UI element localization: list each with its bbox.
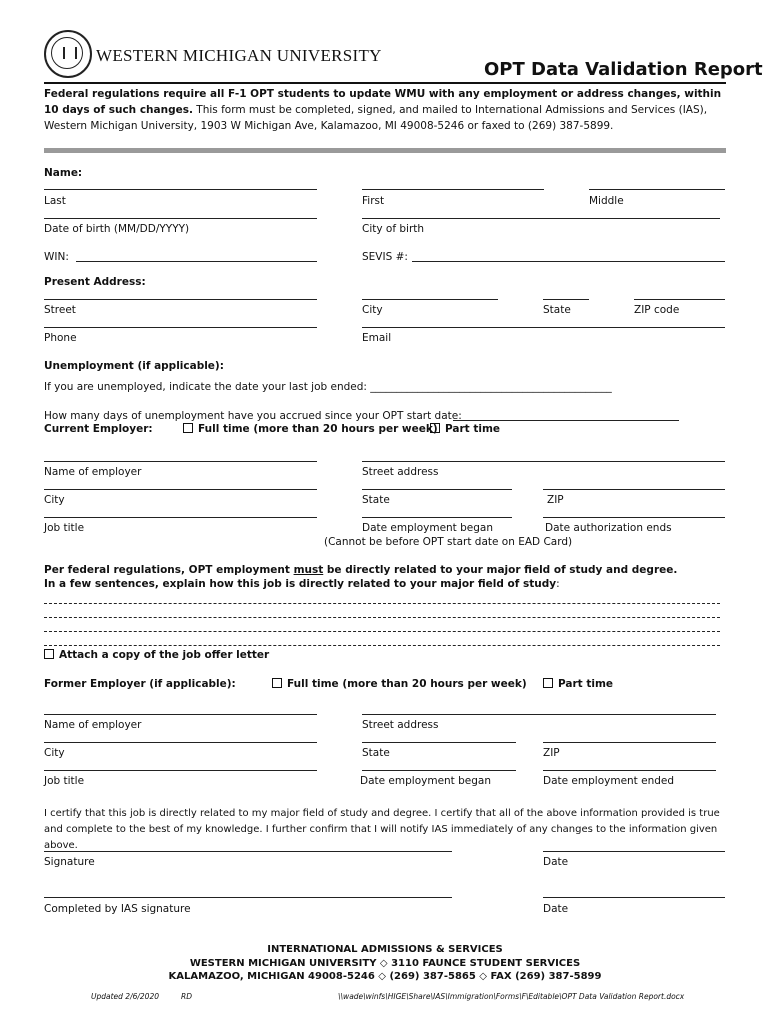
relation-line2-text: In a few sentences, explain how this job is directly related to your major field of study bbox=[44, 578, 557, 590]
checkbox-icon[interactable] bbox=[183, 423, 193, 433]
updated-date: Updated 2/6/2020 bbox=[91, 992, 159, 1001]
signature-date-field[interactable] bbox=[543, 851, 725, 852]
former-date-ended-field[interactable] bbox=[543, 770, 716, 771]
footer-line-1: INTERNATIONAL ADMISSIONS & SERVICES bbox=[267, 944, 503, 955]
relation-line2 bbox=[44, 578, 560, 591]
former-zip-label: ZIP bbox=[543, 747, 560, 759]
employer-city-field[interactable] bbox=[44, 489, 317, 490]
explanation-line-1[interactable] bbox=[44, 603, 720, 604]
former-street-label: Street address bbox=[362, 719, 439, 731]
attach-offer-label: Attach a copy of the job offer letter bbox=[59, 649, 270, 661]
attach-offer-option[interactable] bbox=[44, 649, 269, 662]
email-field[interactable] bbox=[362, 327, 725, 328]
current-full-time-option[interactable] bbox=[183, 423, 438, 436]
former-name-label: Name of employer bbox=[44, 719, 142, 731]
city-field[interactable] bbox=[362, 299, 498, 300]
middle-label: Middle bbox=[589, 195, 624, 207]
initials: RD bbox=[181, 992, 192, 1001]
signature-date-label: Date bbox=[543, 856, 569, 868]
former-name-field[interactable] bbox=[44, 714, 317, 715]
current-full-time-label: Full time (more than 20 hours per week) bbox=[198, 423, 438, 435]
address-heading: Present Address: bbox=[44, 276, 146, 288]
date-auth-ends-field[interactable] bbox=[543, 517, 725, 518]
last-name-field[interactable] bbox=[44, 189, 317, 190]
win-label: WIN: bbox=[44, 251, 69, 263]
date-auth-ends-label: Date authorization ends bbox=[545, 522, 672, 534]
employer-city-label: City bbox=[44, 494, 65, 506]
current-part-time-label: Part time bbox=[445, 423, 501, 435]
employer-zip-label: ZIP bbox=[547, 494, 564, 506]
footer-line-3: KALAMAZOO, MICHIGAN 49008-5246 ◇ (269) 387-5865 ◇ FAX (269) 387-5899 bbox=[168, 971, 602, 982]
signature-field[interactable] bbox=[44, 851, 452, 852]
city-of-birth-field[interactable] bbox=[362, 218, 720, 219]
city-label: City bbox=[362, 304, 383, 316]
ias-date-label: Date bbox=[543, 903, 569, 915]
former-part-time-option[interactable] bbox=[543, 678, 613, 691]
former-date-began-field[interactable] bbox=[362, 770, 516, 771]
employer-name-label: Name of employer bbox=[44, 466, 142, 478]
zip-field[interactable] bbox=[634, 299, 725, 300]
former-state-label: State bbox=[362, 747, 390, 759]
state-field[interactable] bbox=[543, 299, 589, 300]
former-full-time-option[interactable] bbox=[272, 678, 527, 691]
certification-text: I certify that this job is directly related to my major field of study and degree. I certify that all of the above information provided is true and complete to the best of my knowledge. I further confirm that I will notify IAS immediately of any changes to the information given above. bbox=[44, 808, 720, 851]
date-began-label: Date employment began bbox=[362, 522, 494, 534]
section-divider bbox=[44, 148, 726, 153]
explanation-line-2[interactable] bbox=[44, 617, 720, 618]
date-began-field[interactable] bbox=[362, 517, 512, 518]
relation-must: must bbox=[293, 564, 324, 576]
former-job-title-label: Job title bbox=[44, 775, 85, 787]
former-full-time-label: Full time (more than 20 hours per week) bbox=[287, 678, 527, 690]
city-of-birth-label: City of birth bbox=[362, 223, 425, 235]
former-city-field[interactable] bbox=[44, 742, 317, 743]
unemployment-q2: How many days of unemployment have you accrued since your OPT start date: bbox=[44, 410, 462, 422]
employer-state-field[interactable] bbox=[362, 489, 512, 490]
street-field[interactable] bbox=[44, 299, 317, 300]
former-employer-heading: Former Employer (if applicable): bbox=[44, 678, 236, 690]
phone-field[interactable] bbox=[44, 327, 317, 328]
signature-label: Signature bbox=[44, 856, 95, 868]
ias-signature-field[interactable] bbox=[44, 897, 452, 898]
employer-street-field[interactable] bbox=[362, 461, 725, 462]
intro-paragraph bbox=[44, 86, 724, 134]
former-job-title-field[interactable] bbox=[44, 770, 317, 771]
zip-label: ZIP code bbox=[634, 304, 680, 316]
former-zip-field[interactable] bbox=[543, 742, 716, 743]
email-label: Email bbox=[362, 332, 392, 344]
page-title: OPT Data Validation Report bbox=[484, 59, 763, 80]
job-title-field[interactable] bbox=[44, 517, 317, 518]
relation-line1-a: Per federal regulations, OPT employment bbox=[44, 564, 294, 576]
ias-date-field[interactable] bbox=[543, 897, 725, 898]
ias-signature-label: Completed by IAS signature bbox=[44, 903, 191, 915]
former-date-began-label: Date employment began bbox=[360, 775, 492, 787]
current-part-time-option[interactable] bbox=[430, 423, 500, 436]
checkbox-icon[interactable] bbox=[272, 678, 282, 688]
sevis-field[interactable] bbox=[412, 261, 725, 262]
phone-label: Phone bbox=[44, 332, 77, 344]
explanation-line-4[interactable] bbox=[44, 645, 720, 646]
state-label: State bbox=[543, 304, 571, 316]
university-seal-icon bbox=[44, 30, 92, 78]
file-path: \\wade\winfs\HIGE\Share\IAS\Immigration\Forms\F\Editable\OPT Data Validation Report.docx bbox=[338, 992, 685, 1001]
name-heading: Name: bbox=[44, 167, 83, 179]
checkbox-icon[interactable] bbox=[543, 678, 553, 688]
employer-zip-field[interactable] bbox=[543, 489, 725, 490]
checkbox-icon[interactable] bbox=[44, 649, 54, 659]
intro-rest: This form must be completed, signed, and mailed to International Admissions and Services (IAS), Western Michigan University, 1903 W Michigan Ave, Kalamazoo, MI 49008-5246 or faxed to (269) 387-5899. bbox=[44, 104, 708, 132]
relation-line1 bbox=[44, 564, 677, 577]
former-street-field[interactable] bbox=[362, 714, 716, 715]
win-field[interactable] bbox=[76, 261, 317, 262]
header-rule bbox=[44, 82, 726, 84]
explanation-line-3[interactable] bbox=[44, 631, 720, 632]
current-employer-heading: Current Employer: bbox=[44, 423, 153, 435]
unemployment-q1: If you are unemployed, indicate the date your last job ended: ______________________________________________ bbox=[44, 381, 612, 393]
first-name-field[interactable] bbox=[362, 189, 544, 190]
dob-label: Date of birth (MM/DD/YYYY) bbox=[44, 223, 190, 235]
middle-name-field[interactable] bbox=[589, 189, 725, 190]
former-state-field[interactable] bbox=[362, 742, 516, 743]
sevis-label: SEVIS #: bbox=[362, 251, 408, 263]
university-name: WESTERN MICHIGAN UNIVERSITY bbox=[96, 46, 382, 65]
former-date-ended-label: Date employment ended bbox=[543, 775, 675, 787]
last-label: Last bbox=[44, 195, 66, 207]
unemployment-days-field[interactable] bbox=[453, 420, 679, 421]
checkbox-icon[interactable] bbox=[430, 423, 440, 433]
employer-state-label: State bbox=[362, 494, 390, 506]
relation-line1-b: be directly related to your major field of study and degree. bbox=[323, 564, 678, 576]
former-city-label: City bbox=[44, 747, 65, 759]
relation-colon: : bbox=[556, 578, 560, 590]
dob-field[interactable] bbox=[44, 218, 317, 219]
street-label: Street bbox=[44, 304, 76, 316]
employer-name-field[interactable] bbox=[44, 461, 317, 462]
date-note: (Cannot be before OPT start date on EAD Card) bbox=[324, 536, 573, 548]
former-part-time-label: Part time bbox=[558, 678, 614, 690]
first-label: First bbox=[362, 195, 385, 207]
job-title-label: Job title bbox=[44, 522, 85, 534]
intro-bold: Federal regulations require all F-1 OPT students to update WMU with any employment or address changes, within 10 days of such changes. bbox=[44, 88, 722, 116]
footer-line-2: WESTERN MICHIGAN UNIVERSITY ◇ 3110 FAUNCE STUDENT SERVICES bbox=[189, 958, 581, 969]
unemployment-heading: Unemployment (if applicable): bbox=[44, 360, 224, 372]
employer-street-label: Street address bbox=[362, 466, 439, 478]
